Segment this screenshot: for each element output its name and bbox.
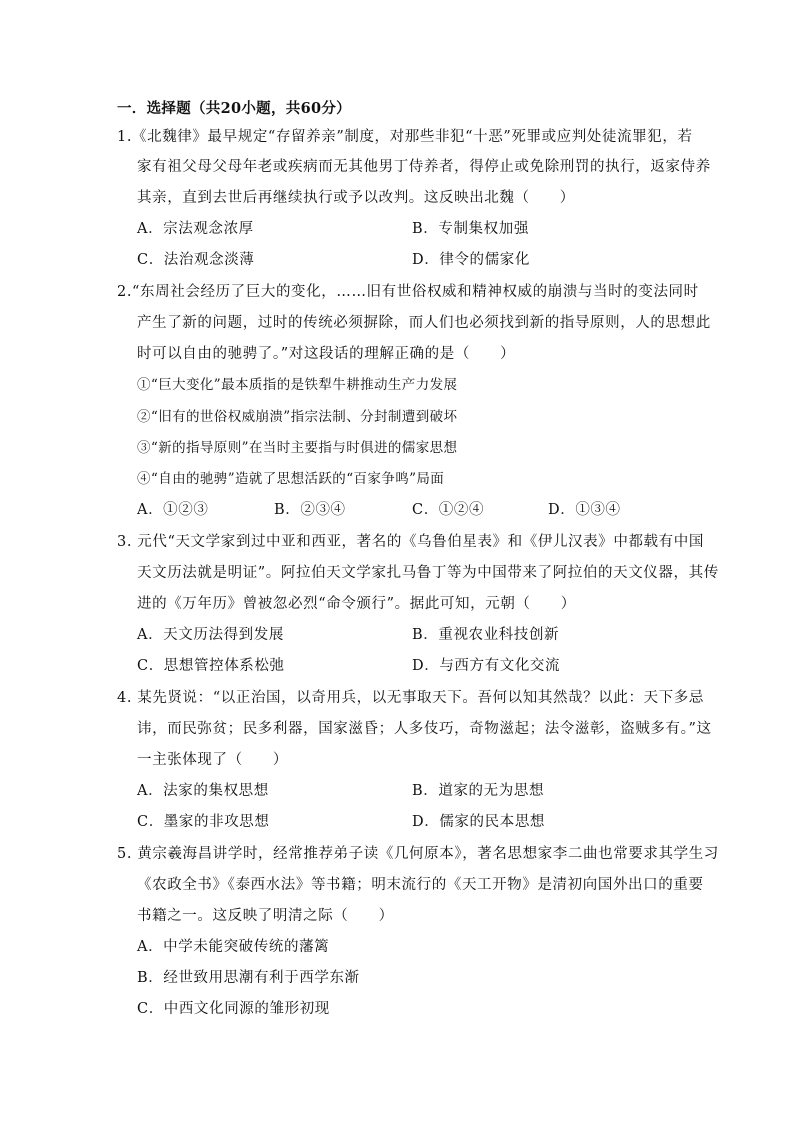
q3-stem-line-3: 进的《万年历》曾被忽必烈“命令颁行”。据此可知，元朝（ ） [137,596,576,612]
q2-item-3: ③“新的指导原则”在当时主要指与时俱进的儒家思想 [137,440,458,456]
q1-stem-line-1: 1.《北魏律》最早规定“存留养亲”制度，对那些非犯“十恶”死罪或应判处徒流罪犯，若 [117,129,693,145]
q2-option-c[interactable]: C．①②④ [412,502,485,518]
q2-item-1: ①“巨大变化”最本质指的是铁犁牛耕推动生产力发展 [137,377,458,393]
q4-stem-line-2: 讳，而民弥贫；民多利器，国家滋昏；人多伎巧，奇物滋起；法令滋彰，盗贼多有。”这 [137,721,712,737]
q2-option-a[interactable]: A．①②③ [137,502,209,518]
q2-item-4: ④“自由的驰骋”造就了思想活跃的“百家争鸣”局面 [137,471,445,487]
q2-option-d[interactable]: D．①③④ [548,502,621,518]
q1-option-c[interactable]: C．法治观念淡薄 [137,252,255,268]
q5-stem-line-2: 《农政全书》《泰西水法》等书籍；明末流行的《天工开物》是清初向国外出口的重要 [137,877,704,893]
q3-option-b[interactable]: B．重视农业科技创新 [412,627,560,643]
q2-option-b[interactable]: B．②③④ [274,502,346,518]
q4-stem-line-1: 4. 某先贤说：“以正治国，以奇用兵，以无事取天下。吾何以知其然哉？以此：天下多忌 [117,690,704,706]
q4-option-c[interactable]: C．墨家的非攻思想 [137,814,270,830]
q4-stem-line-3: 一主张体现了（ ） [137,752,288,768]
q1-option-a[interactable]: A．宗法观念浓厚 [137,221,254,237]
q1-stem-line-2: 家有祖父母父母年老或疾病而无其他男丁侍养者，得停止或免除刑罚的执行，返家侍养 [137,159,711,175]
q3-option-c[interactable]: C．思想管控体系松弛 [137,658,285,674]
q1-stem-line-3: 其亲，直到去世后再继续执行或予以改判。这反映出北魏（ ） [137,190,575,206]
q5-option-a[interactable]: A．中学未能突破传统的藩篱 [137,939,330,955]
q2-stem-line-3: 时可以自由的驰骋了。”对这段话的理解正确的是（ ） [137,346,516,362]
q3-option-d[interactable]: D．与西方有文化交流 [412,658,561,674]
q5-stem-line-3: 书籍之一。这反映了明清之际（ ） [137,908,394,924]
q2-stem-line-2: 产生了新的问题，过时的传统必须摒除，而人们也必须找到新的指导原则，人的思想此 [137,315,711,331]
q5-option-c[interactable]: C．中西文化同源的雏形初现 [137,1001,330,1017]
q5-stem-line-1: 5. 黄宗羲海昌讲学时，经常推荐弟子读《几何原本》，著名思想家李二曲也常要求其学生习 [117,846,719,862]
q1-option-b[interactable]: B．专制集权加强 [412,221,529,237]
section-title: 一．选择题（共20小题，共60分） [117,100,351,117]
q3-option-a[interactable]: A．天文历法得到发展 [137,627,284,643]
q1-option-d[interactable]: D．律令的儒家化 [412,252,530,268]
q4-option-d[interactable]: D．儒家的民本思想 [412,814,546,830]
q4-option-a[interactable]: A．法家的集权思想 [137,783,269,799]
q3-stem-line-1: 3. 元代“天文学家到过中亚和西亚，著名的《乌鲁伯星表》和《伊儿汉表》中都载有中国 [117,534,704,550]
q3-stem-line-2: 天文历法就是明证”。阿拉伯天文学家扎马鲁丁等为中国带来了阿拉伯的天文仪器，其传 [137,565,719,581]
q2-stem-line-1: 2.“东周社会经历了巨大的变化，……旧有世俗权威和精神权威的崩溃与当时的变法同时 [117,284,699,300]
q2-item-2: ②“旧有的世俗权威崩溃”指宗法制、分封制遭到破坏 [137,409,458,425]
q4-option-b[interactable]: B．道家的无为思想 [412,783,545,799]
q5-option-b[interactable]: B．经世致用思潮有利于西学东渐 [137,970,360,986]
